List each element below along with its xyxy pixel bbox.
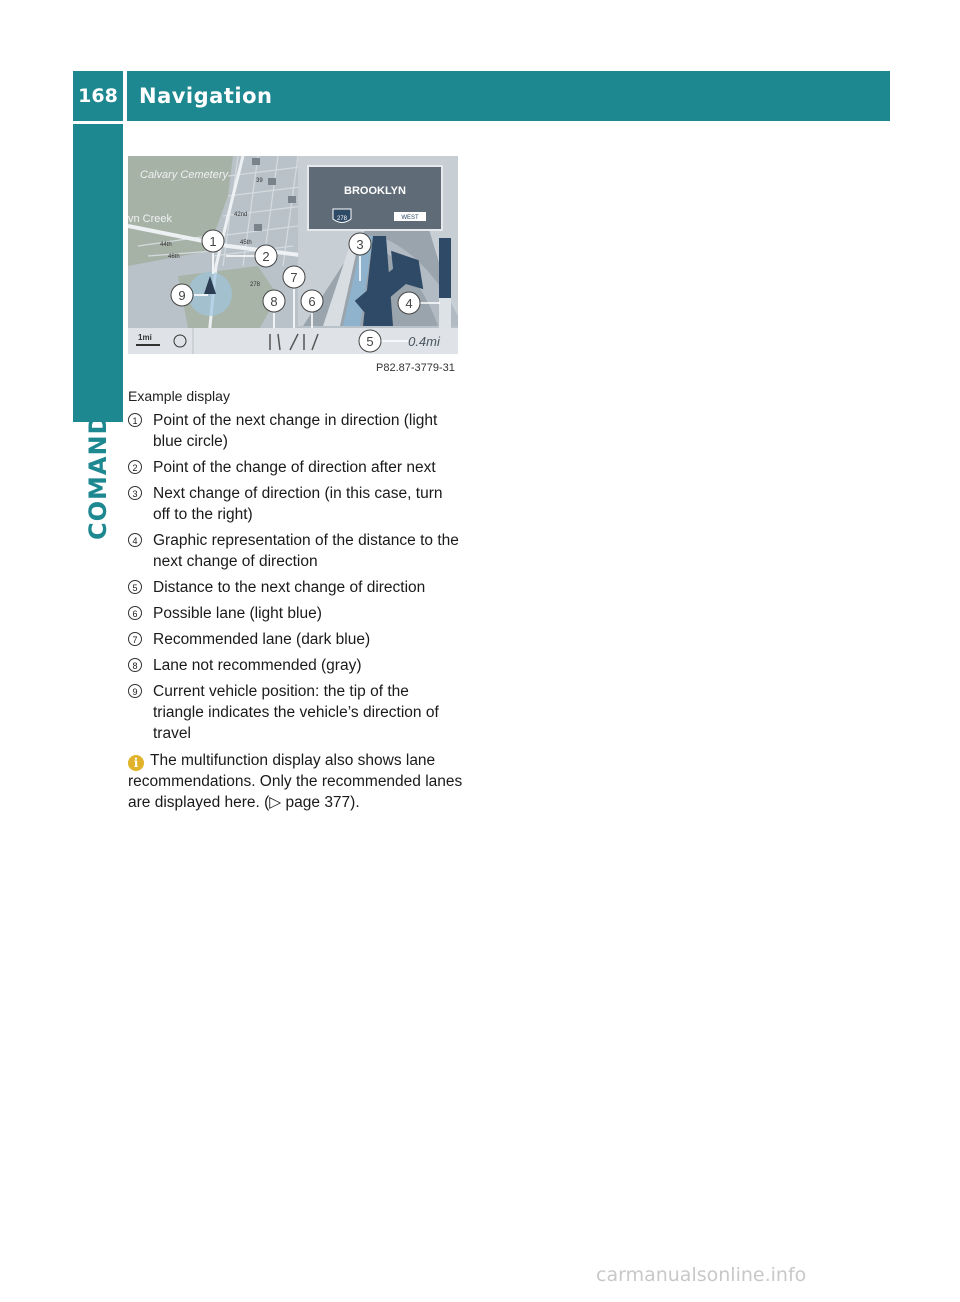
legend-item <box>128 603 463 624</box>
legend-number: 4 <box>128 533 142 547</box>
figure-code: P82.87-3779-31 <box>376 362 455 374</box>
callout-8 <box>263 290 285 312</box>
info-text: The multifunction display also shows lane recommendations. Only the recommended lanes are displayed here. (▷ page 377). <box>128 752 463 811</box>
callout-9 <box>171 284 193 306</box>
svg-text:8: 8 <box>270 294 278 309</box>
legend-number: 5 <box>128 580 142 594</box>
callout-3 <box>349 233 371 255</box>
chapter-label: COMAND <box>84 413 112 540</box>
legend-item <box>128 681 463 744</box>
page-number: 168 <box>78 85 118 107</box>
legend-list <box>128 410 463 749</box>
section-title: Navigation <box>139 84 273 108</box>
sign-destination: BROOKLYN <box>344 185 406 197</box>
page-header <box>73 71 890 121</box>
map-label-cemetery: Calvary Cemetery <box>140 169 229 181</box>
navigation-display-illustration <box>128 156 458 354</box>
svg-text:3: 3 <box>356 237 364 252</box>
svg-text:4: 4 <box>405 296 413 311</box>
legend-text: Lane not recommended (gray) <box>153 657 362 674</box>
legend-item <box>128 410 463 452</box>
map-label-creek: vn Creek <box>128 213 173 225</box>
legend-text: Point of the change of direction after next <box>153 459 436 476</box>
map-label-45th: 45th <box>240 240 252 246</box>
figure-caption: Example display <box>128 388 230 404</box>
legend-text: Next change of direction (in this case, turn off to the right) <box>153 485 443 523</box>
legend-item <box>128 629 463 650</box>
navigation-display-figure <box>128 156 458 354</box>
legend-number: 6 <box>128 606 142 620</box>
legend-item <box>128 655 463 676</box>
svg-text:6: 6 <box>308 294 316 309</box>
legend-text: Point of the next change in direction (light blue circle) <box>153 412 438 450</box>
legend-text: Recommended lane (dark blue) <box>153 631 371 648</box>
map-scale: 1mi <box>138 333 152 342</box>
map-label-39: 39 <box>256 178 263 184</box>
svg-text:2: 2 <box>262 249 270 264</box>
callout-1 <box>202 230 224 252</box>
svg-text:5: 5 <box>366 334 374 349</box>
watermark: carmanualsonline.info <box>596 1264 807 1286</box>
callout-6 <box>301 290 323 312</box>
svg-text:1: 1 <box>209 234 217 249</box>
legend-number: 1 <box>128 413 142 427</box>
map-label-278: 278 <box>250 282 261 288</box>
legend-number: 8 <box>128 658 142 672</box>
legend-text: Graphic representation of the distance to the next change of direction <box>153 532 459 570</box>
map-label-44th: 44th <box>160 242 172 248</box>
sign-direction: WEST <box>401 215 419 221</box>
legend-number: 7 <box>128 632 142 646</box>
distance-bar-fill <box>439 238 451 298</box>
callout-5 <box>359 330 381 352</box>
svg-text:7: 7 <box>290 270 298 285</box>
legend-text: Distance to the next change of direction <box>153 579 426 596</box>
info-note <box>128 750 463 813</box>
map-label-42nd: 42nd <box>234 212 248 218</box>
callout-4 <box>398 292 420 314</box>
legend-item <box>128 457 463 478</box>
callout-2 <box>255 245 277 267</box>
legend-number: 2 <box>128 460 142 474</box>
legend-number: 3 <box>128 486 142 500</box>
legend-item <box>128 577 463 598</box>
map-label-46th: 46th <box>168 254 180 260</box>
distance-readout: 0.4mi <box>408 334 440 349</box>
legend-text: Possible lane (light blue) <box>153 605 322 622</box>
info-icon: i <box>128 755 144 771</box>
callout-7 <box>283 266 305 288</box>
legend-text: Current vehicle position: the tip of the triangle indicates the vehicle’s direction of travel <box>153 683 439 742</box>
legend-item <box>128 483 463 525</box>
svg-text:9: 9 <box>178 288 186 303</box>
sign-shield-number: 278 <box>336 216 348 222</box>
chapter-tab <box>73 124 123 422</box>
legend-number: 9 <box>128 684 142 698</box>
legend-item <box>128 530 463 572</box>
